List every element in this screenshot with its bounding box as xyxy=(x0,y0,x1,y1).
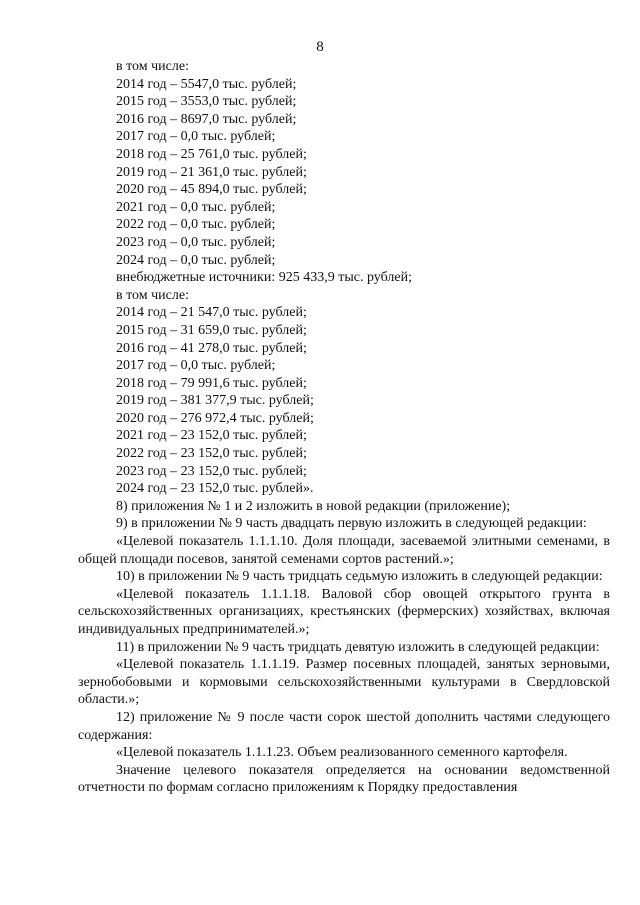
paragraph-12: 12) приложение № 9 после части сорок шестой дополнить частями следующего содержания: xyxy=(78,709,610,743)
budget-year-line: 2015 год – 3553,0 тыс. рублей; xyxy=(116,94,297,110)
paragraph-11: 11) в приложении № 9 часть тридцать девятую изложить в следующей редакции: xyxy=(116,639,600,655)
paragraph-8: 8) приложения № 1 и 2 изложить в новой редакции (приложение); xyxy=(116,498,511,514)
extrabudget-year-line: 2018 год – 79 991,6 тыс. рублей; xyxy=(116,375,307,391)
extrabudget-year-line: 2021 год – 23 152,0 тыс. рублей; xyxy=(116,428,307,444)
budget-year-line: 2024 год – 0,0 тыс. рублей; xyxy=(116,252,276,268)
paragraph-11-quote: «Целевой показатель 1.1.1.19. Размер посевных площадей, занятых зерновыми, зернобобовыми и кормовыми сельскохозяйственными культурами в Свердловской области.»; xyxy=(78,657,610,708)
budget-year-line: 2023 год – 0,0 тыс. рублей; xyxy=(116,234,276,250)
paragraph-12-text: Значение целевого показателя определяется на основании ведомственной отчетности по формам согласно приложениям к Порядку предоставления xyxy=(78,762,610,796)
budget-year-line: 2022 год – 0,0 тыс. рублей; xyxy=(116,217,276,233)
extrabudget-year-line: 2016 год – 41 278,0 тыс. рублей; xyxy=(116,340,307,356)
extrabudget-year-line: 2020 год – 276 972,4 тыс. рублей; xyxy=(116,410,314,426)
extrabudget-heading: в том числе: xyxy=(116,287,189,303)
extrabudget-year-line: 2017 год – 0,0 тыс. рублей; xyxy=(116,358,276,374)
extrabudget-year-line: 2019 год – 381 377,9 тыс. рублей; xyxy=(116,393,314,409)
extrabudget-year-line: 2014 год – 21 547,0 тыс. рублей; xyxy=(116,305,307,321)
paragraph-9: 9) в приложении № 9 часть двадцать первую изложить в следующей редакции: xyxy=(116,516,587,532)
extrabudget-year-line: 2023 год – 23 152,0 тыс. рублей; xyxy=(116,463,307,479)
extrabudget-year-line: 2024 год – 23 152,0 тыс. рублей». xyxy=(116,481,314,497)
page-number: 8 xyxy=(316,39,324,55)
document-body xyxy=(78,58,610,797)
budget-year-line: 2020 год – 45 894,0 тыс. рублей; xyxy=(116,182,307,198)
extrabudget-title: внебюджетные источники: 925 433,9 тыс. рублей; xyxy=(116,270,412,286)
paragraph-10-quote: «Целевой показатель 1.1.1.18. Валовой сбор овощей открытого грунта в сельскохозяйственных организациях, крестьянских (фермерских) хозяйствах, включая индивидуальных предпринимателей.»; xyxy=(78,586,610,637)
extrabudget-year-line: 2015 год – 31 659,0 тыс. рублей; xyxy=(116,322,307,338)
budget-year-line: 2019 год – 21 361,0 тыс. рублей; xyxy=(116,164,307,180)
paragraph-10: 10) в приложении № 9 часть тридцать седьмую изложить в следующей редакции: xyxy=(116,569,603,585)
budget-year-line: 2016 год – 8697,0 тыс. рублей; xyxy=(116,111,297,127)
budget-year-line: 2017 год – 0,0 тыс. рублей; xyxy=(116,129,276,145)
budget-year-line: 2014 год – 5547,0 тыс. рублей; xyxy=(116,76,297,92)
extrabudget-year-line: 2022 год – 23 152,0 тыс. рублей; xyxy=(116,446,307,462)
paragraph-12-quote: «Целевой показатель 1.1.1.23. Объем реализованного семенного картофеля. xyxy=(116,745,568,761)
budget-heading: в том числе: xyxy=(116,59,189,74)
paragraph-9-quote: «Целевой показатель 1.1.1.10. Доля площади, засеваемой элитными семенами, в общей площади посевов, занятой семенами сортов растений.»; xyxy=(78,534,610,567)
budget-year-line: 2018 год – 25 761,0 тыс. рублей; xyxy=(116,146,307,162)
budget-year-line: 2021 год – 0,0 тыс. рублей; xyxy=(116,199,276,215)
